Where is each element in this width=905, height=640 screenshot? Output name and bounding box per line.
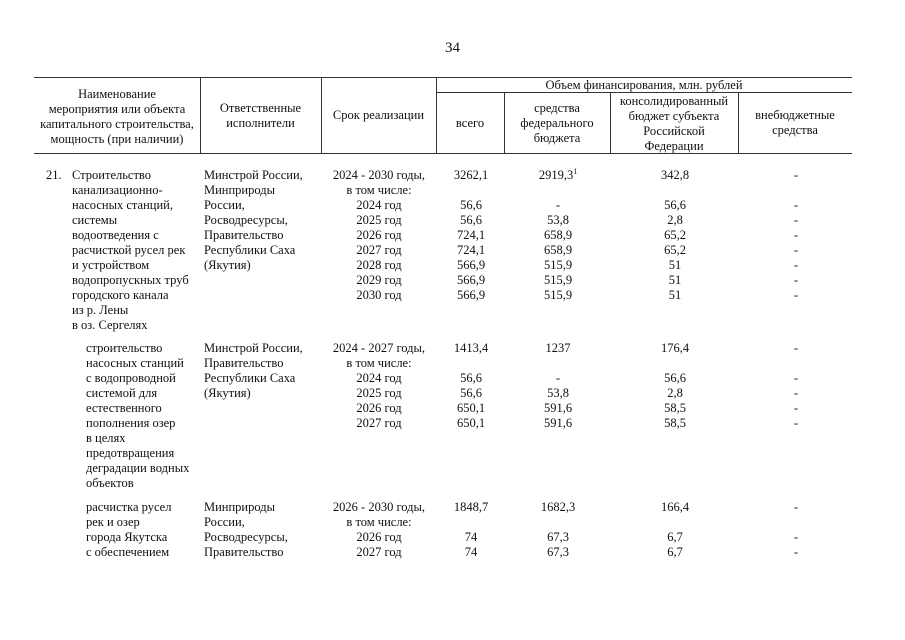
cell-line: Росводресурсы,: [204, 213, 288, 227]
cell-line: 591,6: [543, 401, 573, 415]
cell-line: системой для: [86, 386, 158, 400]
row-responsible-cell: [204, 500, 288, 560]
cell-line: 2026 - 2030 годы,: [332, 500, 426, 514]
cell-line: 2024 год: [356, 198, 402, 212]
header-line: внебюджетные: [755, 108, 835, 122]
cell-line: деградации водных: [86, 461, 190, 475]
cell-line: Минстрой России,: [204, 168, 303, 182]
cell-line: в оз. Сергелях: [72, 318, 148, 332]
cell-line: Минприроды: [204, 500, 276, 514]
header-line: средства: [772, 123, 818, 137]
cell-line: [506, 356, 610, 371]
header-line: Ответственные: [219, 101, 302, 115]
row-name-cell: [86, 500, 171, 560]
cell-line: в том числе:: [346, 515, 412, 529]
header-responsible-column: [200, 101, 321, 131]
cell-line: 2024 - 2027 годы,: [332, 341, 426, 355]
cell-line: -: [793, 198, 799, 212]
header-line: мощность (при наличии): [50, 132, 184, 146]
header-extrabudget-column: [738, 108, 852, 138]
cell-line: 591,6: [543, 416, 573, 430]
cell-line: 65,2: [664, 243, 686, 257]
cell-line: 515,9: [543, 288, 573, 302]
cell-line: 2024 - 2030 годы,: [332, 168, 426, 182]
cell-line: 74: [464, 530, 478, 544]
cell-line: 515,9: [543, 258, 573, 272]
cell-line: канализационно-: [72, 183, 163, 197]
cell-line: [740, 183, 852, 198]
cell-line: в том числе:: [346, 183, 412, 197]
header-federal-column: [504, 101, 610, 146]
cell-line: 724,1: [456, 243, 486, 257]
cell-line: 1682,3: [540, 500, 576, 514]
cell-line: [612, 356, 738, 371]
row-total-cell: [438, 168, 504, 303]
cell-line: 2027 год: [356, 545, 402, 559]
cell-line: -: [793, 386, 799, 400]
cell-line: 65,2: [664, 228, 686, 242]
cell-line: 67,3: [547, 530, 569, 544]
cell-line: -: [793, 341, 799, 355]
row-extrabudget-cell: [740, 341, 852, 431]
cell-line: 56,6: [460, 213, 482, 227]
cell-line: 1237: [545, 341, 571, 355]
cell-line: с водопроводной: [86, 371, 176, 385]
header-line: Наименование: [78, 87, 156, 101]
row-term-cell: [322, 168, 436, 303]
cell-line: 2026 год: [356, 401, 402, 415]
header-funding-group: Объем финансирования, млн. рублей: [545, 78, 743, 92]
row-extrabudget-cell: [740, 168, 852, 303]
cell-line: в том числе:: [346, 356, 412, 370]
cell-line: 51: [668, 258, 682, 272]
cell-line: водопропускных труб: [72, 273, 189, 287]
row-total-cell: [438, 341, 504, 431]
cell-line: естественного: [86, 401, 162, 415]
cell-line: 2027 год: [356, 416, 402, 430]
cell-line: 53,8: [547, 213, 569, 227]
cell-line: 2,8: [667, 213, 683, 227]
row-responsible-cell: [204, 168, 303, 273]
cell-line: 2030 год: [356, 288, 402, 302]
cell-line: 658,9: [543, 243, 573, 257]
row-consolidated-cell: [612, 500, 738, 560]
cell-line: из р. Лены: [72, 303, 129, 317]
cell-line: -: [793, 243, 799, 257]
row-federal-cell: [506, 500, 610, 560]
header-term-column: Срок реализации: [332, 108, 425, 122]
cell-line: водоотведения с: [72, 228, 159, 242]
cell-line: -: [793, 288, 799, 302]
cell-line: 2024 год: [356, 371, 402, 385]
cell-line: 566,9: [456, 273, 486, 287]
page-number: 34: [445, 40, 460, 56]
header-name-column: [34, 87, 200, 147]
cell-line: [612, 515, 738, 530]
row-federal-cell: [506, 341, 610, 431]
cell-line: Строительство: [72, 168, 152, 182]
header-consolidated-column: [610, 94, 738, 154]
cell-line: 56,6: [460, 386, 482, 400]
cell-line: 566,9: [456, 288, 486, 302]
cell-line: Правительство: [204, 228, 284, 242]
cell-line: Росводресурсы,: [204, 530, 288, 544]
cell-line: городского канала: [72, 288, 169, 302]
row-responsible-cell: [204, 341, 303, 401]
header-line: бюджет субъекта: [628, 109, 720, 123]
header-line: консолидированный: [619, 94, 729, 108]
funding-group-rule: [436, 92, 852, 93]
row-total-cell: [438, 500, 504, 560]
header-line: федерального: [520, 116, 594, 130]
cell-line: расчистка русел: [86, 500, 172, 514]
cell-line: Правительство: [204, 356, 284, 370]
header-line: бюджета: [533, 131, 581, 145]
cell-line: 3262,1: [453, 168, 489, 182]
cell-line: 58,5: [664, 416, 686, 430]
footnote-mark: 1: [573, 167, 578, 176]
row-term-cell: [322, 341, 436, 431]
row-consolidated-cell: [612, 168, 738, 303]
cell-line: -: [555, 198, 561, 212]
header-line: капитального строительства,: [40, 117, 194, 131]
cell-line: -: [793, 500, 799, 514]
cell-line: и устройством: [72, 258, 150, 272]
cell-line: Республики Саха: [204, 371, 296, 385]
cell-line: насосных станций: [86, 356, 184, 370]
cell-line: 6,7: [667, 530, 683, 544]
cell-line: -: [793, 228, 799, 242]
header-total-column: всего: [455, 116, 485, 130]
cell-line: 2028 год: [356, 258, 402, 272]
header-line: Федерации: [644, 139, 704, 153]
row-consolidated-cell: [612, 341, 738, 431]
cell-line: 658,9: [543, 228, 573, 242]
row-extrabudget-cell: [740, 500, 852, 560]
cell-line: 56,6: [664, 371, 686, 385]
cell-line: 2,8: [667, 386, 683, 400]
cell-line: -: [793, 273, 799, 287]
cell-line: 6,7: [667, 545, 683, 559]
cell-line: 58,5: [664, 401, 686, 415]
cell-line: с обеспечением: [86, 545, 170, 559]
cell-line: [740, 515, 852, 530]
cell-line: -: [793, 168, 799, 182]
cell-line: [438, 356, 504, 371]
row-name-cell: [86, 341, 189, 491]
cell-line: 51: [668, 273, 682, 287]
cell-line: -: [793, 545, 799, 559]
row-name-cell: [72, 168, 200, 333]
cell-line: -: [793, 416, 799, 430]
cell-line: 724,1: [456, 228, 486, 242]
cell-line: 74: [464, 545, 478, 559]
cell-line: предотвращения: [86, 446, 175, 460]
row-federal-cell: [506, 168, 610, 303]
cell-line: 166,4: [660, 500, 690, 514]
cell-line: (Якутия): [204, 258, 251, 272]
cell-line: Республики Саха: [204, 243, 296, 257]
cell-line: 2025 год: [356, 213, 402, 227]
cell-line: в целях: [86, 431, 126, 445]
cell-line: Правительство: [204, 545, 284, 559]
cell-line: пополнения озер: [86, 416, 176, 430]
cell-line: [438, 515, 504, 530]
cell-line: 176,4: [660, 341, 690, 355]
header-line: мероприятия или объекта: [48, 102, 186, 116]
cell-line: системы: [72, 213, 118, 227]
cell-line: [740, 356, 852, 371]
cell-line: 515,9: [543, 273, 573, 287]
cell-line: 2027 год: [356, 243, 402, 257]
cell-line: рек и озер: [86, 515, 140, 529]
cell-line: России,: [204, 198, 245, 212]
cell-line: России,: [204, 515, 245, 529]
cell-line: -: [793, 258, 799, 272]
cell-line: 2026 год: [356, 530, 402, 544]
header-line: Российской: [643, 124, 705, 138]
cell-line: [438, 183, 504, 198]
cell-line: [612, 183, 738, 198]
cell-line: 2025 год: [356, 386, 402, 400]
cell-line: 566,9: [456, 258, 486, 272]
cell-line: [506, 168, 610, 183]
cell-line: 650,1: [456, 401, 486, 415]
cell-line: 1848,7: [453, 500, 489, 514]
row-number: 21.: [46, 168, 62, 182]
cell-line: 56,6: [460, 198, 482, 212]
cell-line: объектов: [86, 476, 134, 490]
cell-line: 2029 год: [356, 273, 402, 287]
cell-line: 67,3: [547, 545, 569, 559]
cell-line: [506, 515, 610, 530]
row-term-cell: [322, 500, 436, 560]
cell-line: насосных станций,: [72, 198, 173, 212]
cell-line: -: [793, 530, 799, 544]
cell-line: расчисткой русел рек: [72, 243, 186, 257]
cell-line: Минприроды: [204, 183, 276, 197]
cell-value: 2919,3: [538, 168, 574, 182]
cell-line: города Якутска: [86, 530, 168, 544]
header-line: средства: [534, 101, 580, 115]
cell-line: [506, 183, 610, 198]
cell-line: 51: [668, 288, 682, 302]
cell-line: 2026 год: [356, 228, 402, 242]
cell-line: 56,6: [664, 198, 686, 212]
cell-line: 1413,4: [453, 341, 489, 355]
cell-line: -: [793, 401, 799, 415]
header-line: исполнители: [226, 116, 295, 130]
cell-line: (Якутия): [204, 386, 251, 400]
cell-line: строительство: [86, 341, 163, 355]
cell-line: 342,8: [660, 168, 690, 182]
cell-line: 650,1: [456, 416, 486, 430]
cell-line: Минстрой России,: [204, 341, 303, 355]
cell-line: 56,6: [460, 371, 482, 385]
cell-line: -: [555, 371, 561, 385]
cell-line: 53,8: [547, 386, 569, 400]
cell-line: -: [793, 213, 799, 227]
cell-line: -: [793, 371, 799, 385]
